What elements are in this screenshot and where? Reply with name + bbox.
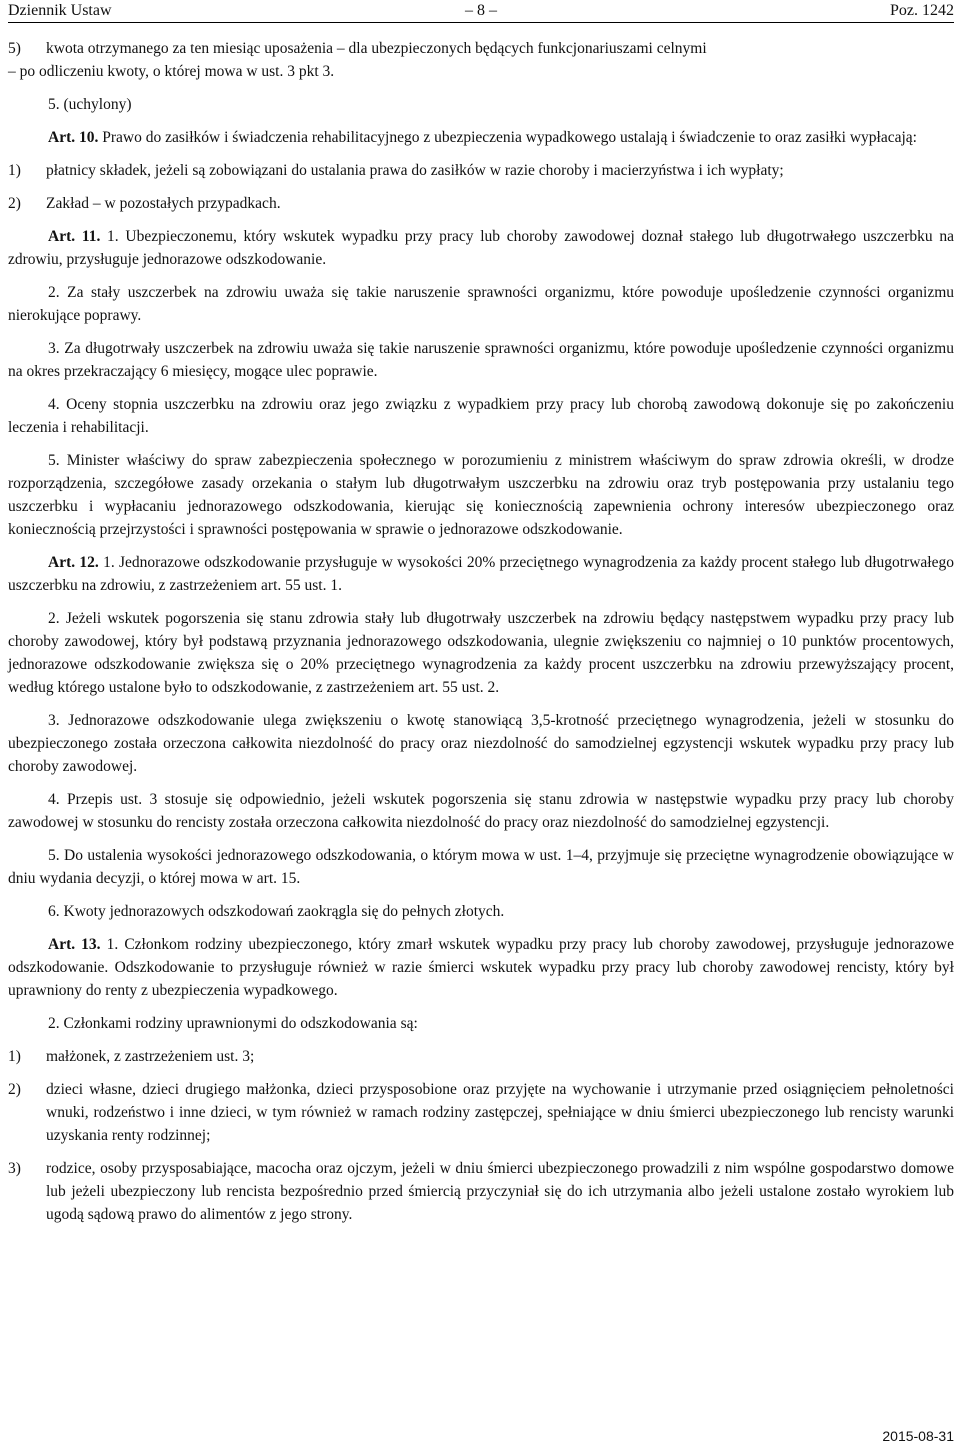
paragraph: 3. Jednorazowe odszkodowanie ulega zwiększeniu o kwotę stanowiącą 3,5-krotność przeciętnego wynagrodzenia, jeżeli w stosunku do ubezpieczonego została orzeczona całkowita niezdolność do pracy oraz niezdolność do samodzielnej egzystencji wskutek wypadku przy pracy lub choroby zawodowej.	[8, 712, 954, 775]
list-item	[8, 1045, 954, 1068]
item-number: 3)	[8, 1160, 21, 1177]
document-body	[8, 37, 954, 1226]
paragraph: 2. Jeżeli wskutek pogorszenia się stanu zdrowia stały lub długotrwały uszczerbek na zdrowiu będący następstwem wypadku przy pracy lub choroby zawodowej, który był podstawą przyznania jednorazowego odszkodowania, ulegnie zwiększeniu co najmniej o 10 punktów procentowych, jednorazowe odszkodowanie zwiększa się o 20% przeciętnego wynagrodzenia za każdy procent uszczerbku na zdrowiu przewyższający procent, według którego ustalone było to odszkodowanie, z zastrzeżeniem art. 55 ust. 2.	[8, 610, 954, 696]
item-text: rodzice, osoby przysposabiające, macocha oraz ojczym, jeżeli w dniu śmierci ubezpieczonego prowadzili z nim wspólne gospodarstwo domowe lub jeżeli ubezpieczony lub rencista bezpośrednio przed śmiercią przyczyniał się do ich utrzymania albo jeżeli ustalone zostało wyrokiem lub ugodą sądową prawo do alimentów z jego strony.	[46, 1160, 954, 1223]
paragraph: 5. Minister właściwy do spraw zabezpieczenia społecznego w porozumieniu z ministrem właściwym do spraw zdrowia określi, w drodze rozporządzenia, szczegółowe zasady orzekania o stałym lub długotrwałym uszczerbku na zdrowiu oraz tryb postępowania przy ustalaniu tego uszczerbku i wypłacaniu jednorazowego odszkodowania, kierując się koniecznością zapewnienia ochrony interesów ubezpieczonego oraz koniecznością przejrzystości i sprawności postępowania w sprawie o jednorazowe odszkodowanie.	[8, 452, 954, 538]
paragraph: 6. Kwoty jednorazowych odszkodowań zaokrągla się do pełnych złotych.	[48, 903, 505, 920]
item-number: 1)	[8, 1048, 21, 1065]
item-text: Zakład – w pozostałych przypadkach.	[46, 195, 281, 212]
article-label: Art. 11.	[48, 228, 101, 245]
article-label: Art. 13.	[48, 936, 101, 953]
list-item	[8, 37, 954, 60]
list-item	[8, 1157, 954, 1226]
article-label: Art. 12.	[48, 554, 99, 571]
paragraph: 5. (uchylony)	[48, 96, 132, 113]
publication-date: 2015-08-31	[882, 1428, 954, 1444]
list-item	[8, 192, 954, 215]
item-number: 2)	[8, 1081, 21, 1098]
item-text: płatnicy składek, jeżeli są zobowiązani do ustalania prawa do zasiłków w razie choroby i macierzyństwa i ich wypłaty;	[46, 162, 784, 179]
list-item	[8, 159, 954, 182]
list-item	[8, 1078, 954, 1147]
item-text: kwota otrzymanego za ten miesiąc uposażenia – dla ubezpieczonych będących funkcjonariuszami celnymi	[46, 40, 707, 57]
article-text: 1. Ubezpieczonemu, który wskutek wypadku przy pracy lub choroby zawodowej doznał stałego lub długotrwałego uszczerbku na zdrowiu, przysługuje jednorazowe odszkodowanie.	[8, 228, 954, 268]
paragraph: 2. Za stały uszczerbek na zdrowiu uważa się takie naruszenie sprawności organizmu, które powoduje upośledzenie czynności organizmu nierokujące poprawy.	[8, 284, 954, 324]
paragraph: 2. Członkami rodziny uprawnionymi do odszkodowania są:	[48, 1015, 418, 1032]
paragraph: 4. Oceny stopnia uszczerbku na zdrowiu oraz jego związku z wypadkiem przy pracy lub chorobą zawodową dokonuje się po zakończeniu leczenia i rehabilitacji.	[8, 396, 954, 436]
article-13	[8, 933, 954, 1002]
paragraph: 3. Za długotrwały uszczerbek na zdrowiu uważa się takie naruszenie sprawności organizmu, które powoduje upośledzenie czynności organizmu na okres przekraczający 6 miesięcy, mogące ulec poprawie.	[8, 340, 954, 380]
article-12	[8, 551, 954, 597]
journal-title: Dziennik Ustaw	[8, 2, 112, 19]
item-text: dzieci własne, dzieci drugiego małżonka, dzieci przysposobione oraz przyjęte na wychowanie i utrzymanie przed osiągnięciem pełnoletności wnuki, rodzeństwo i inne dzieci, w tym również w ramach rodziny zastępczej, spełniające w dniu śmierci ubezpieczonego lub rencisty warunki uzyskania renty rodzinnej;	[46, 1081, 954, 1144]
item-number: 2)	[8, 195, 21, 212]
article-label: Art. 10.	[48, 129, 99, 146]
article-text: Prawo do zasiłków i świadczenia rehabilitacyjnego z ubezpieczenia wypadkowego ustalają i świadczenie to oraz zasiłki wypłacają:	[98, 129, 917, 146]
paragraph: 4. Przepis ust. 3 stosuje się odpowiednio, jeżeli wskutek pogorszenia się stanu zdrowia w następstwie wypadku przy pracy lub choroby zawodowej w stosunku do rencisty została orzeczona całkowita niezdolność do pracy oraz niezdolność do samodzielnej egzystencji.	[8, 791, 954, 831]
item-number: 1)	[8, 162, 21, 179]
article-text: 1. Jednorazowe odszkodowanie przysługuje w wysokości 20% przeciętnego wynagrodzenia za każdy procent stałego lub długotrwałego uszczerbku na zdrowiu, z zastrzeżeniem art. 55 ust. 1.	[8, 554, 954, 594]
page-header	[8, 0, 954, 23]
article-11	[8, 225, 954, 271]
item-text: małżonek, z zastrzeżeniem ust. 3;	[46, 1048, 255, 1065]
article-10	[8, 126, 954, 149]
position-number: Poz. 1242	[890, 2, 954, 19]
paragraph: 5. Do ustalenia wysokości jednorazowego odszkodowania, o którym mowa w ust. 1–4, przyjmuje się przeciętne wynagrodzenie obowiązujące w dniu wydania decyzji, o której mowa w art. 15.	[8, 847, 954, 887]
page-number: – 8 –	[465, 2, 497, 19]
article-text: 1. Członkom rodziny ubezpieczonego, który zmarł wskutek wypadku przy pracy lub choroby zawodowej, przysługuje jednorazowe odszkodowanie. Odszkodowanie to przysługuje również w razie śmierci wskutek wypadku przy pracy lub choroby zawodowej rencisty, który był uprawniony do renty z ubezpieczenia wypadkowego.	[8, 936, 954, 999]
item-number: 5)	[8, 40, 21, 57]
paragraph: – po odliczeniu kwoty, o której mowa w ust. 3 pkt 3.	[8, 63, 335, 80]
